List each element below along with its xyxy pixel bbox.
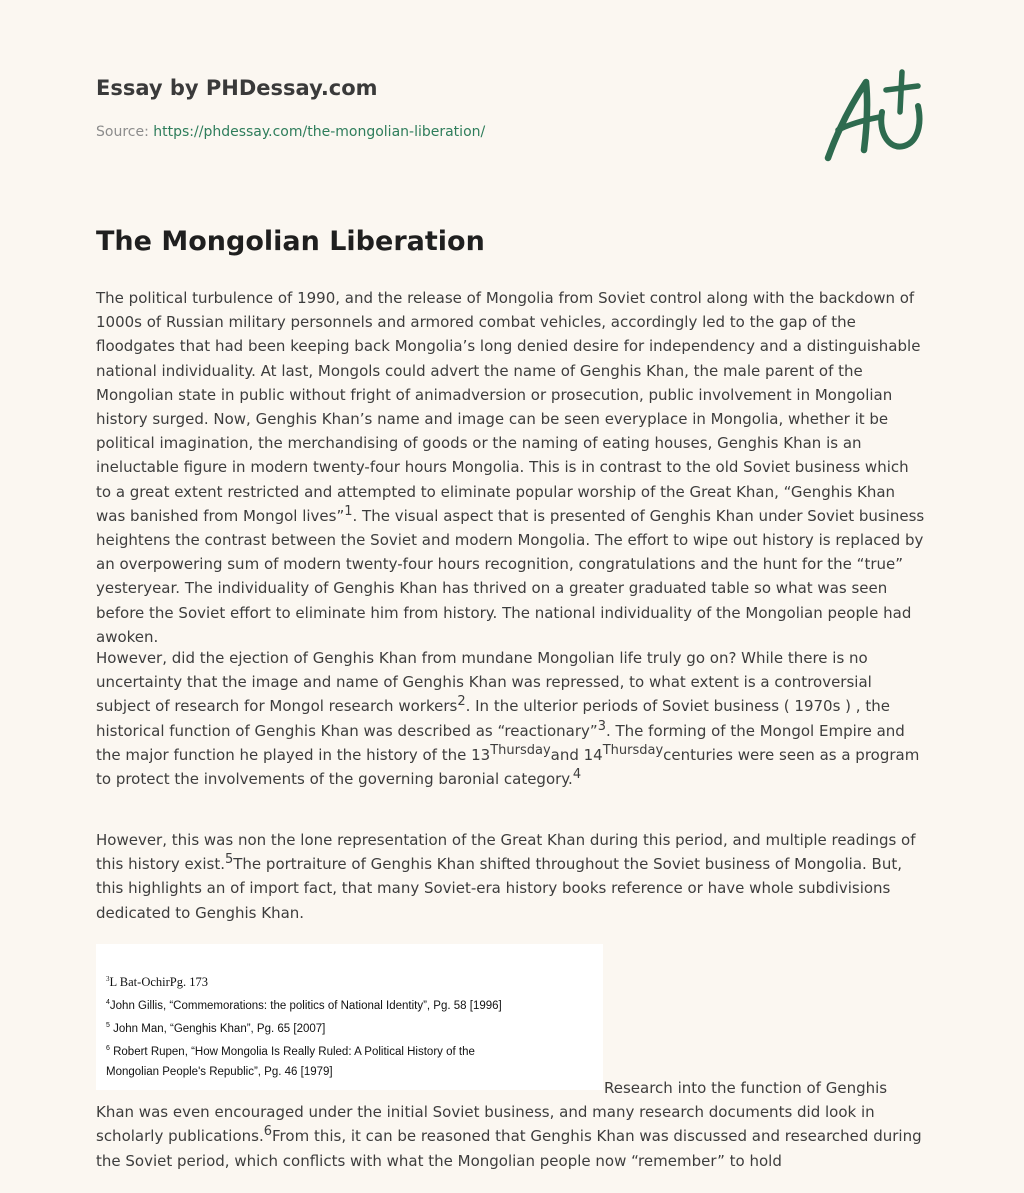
- paragraph-text: However, this was non the lone representation of the Great Khan during this period, and multiple readings of this history exist.: [96, 831, 916, 874]
- essay-paragraph-4: [96, 1076, 928, 1173]
- essay-title: The Mongolian Liberation: [96, 226, 485, 257]
- paragraph-text: The political turbulence of 1990, and the release of Mongolia from Soviet control along with the backdown of 1000s of Russian military personnels and armored combat vehicles, accordingly led to the gap of the floodgates that had been keeping back Mongolia’s long denied desire for independency and a distinguishable national individuality. At last, Mongols could advert the name of Genghis Khan, the male parent of the Mongolian state in public without fright of animadversion or prosecution, public involvement in Mongolian history surged. Now, Genghis Khan’s name and image can be seen everyplace in Mongolia, whether it be political imagination, the merchandising of goods or the naming of eating houses, Genghis Khan is an ineluctable figure in modern twenty-four hours Mongolia. This is in contrast to the old Soviet business which to a great extent restricted and attempted to eliminate popular worship of the Great Khan, “Genghis Khan was banished from Mongol lives”: [96, 289, 921, 525]
- paragraph-text: . The visual aspect that is presented of Genghis Khan under Soviet business heightens the contrast between the Soviet and modern Mongolia. The effort to wipe out history is replaced by an overpowering sum of modern twenty-four hours recognition, congratulations and the hunt for the “true” yesteryear. The individuality of Genghis Khan has thrived on a greater graduated table so what was seen before the Soviet effort to eliminate him from history. The national individuality of the Mongolian people had awoken.: [96, 506, 925, 646]
- footnote-text: Mongolian People's Republic”, Pg. 46 [1979]: [106, 1065, 333, 1078]
- footnote-marker: Thursday: [602, 742, 664, 758]
- footnote-marker: 3: [597, 718, 606, 734]
- essay-paragraph-3: [96, 828, 928, 925]
- essay-paragraph-2: [96, 646, 928, 791]
- essay-paragraph-1: [96, 286, 928, 649]
- footnote-item: [106, 970, 502, 993]
- footnote-text: Robert Rupen, “How Mongolia Is Really Ruled: A Political History of the: [109, 1046, 475, 1059]
- footnote-text: L Bat-OchirPg. 173: [109, 975, 208, 990]
- footnote-number: 3: [106, 975, 110, 983]
- footnote-marker: Thursday: [490, 742, 551, 758]
- footnote-text: John Gillis, “Commemorations: the politics of National Identity”, Pg. 58 [1996]: [109, 999, 502, 1012]
- paragraph-text: From this, it can be reasoned that Genghis Khan was discussed and researched during the Soviet period, which conflicts with what the Mongolian people now “remember” to hold: [96, 1127, 922, 1170]
- footnote-marker: 4: [572, 767, 582, 783]
- paragraph-text: centuries were seen as a program to protect the involvements of the governing baronial category.: [96, 745, 920, 789]
- footnote-number: 6: [106, 1045, 110, 1053]
- source-label: Source:: [96, 124, 149, 140]
- footnote-marker: 2: [457, 694, 466, 710]
- source-line: [96, 124, 485, 140]
- footnote-marker: 1: [344, 503, 353, 519]
- footnote-text: John Man, “Genghis Khan”, Pg. 65 [2007]: [109, 1022, 326, 1035]
- footnote-number: 5: [106, 1021, 110, 1029]
- footnote-item: [106, 1016, 502, 1039]
- a-plus-logo: [820, 68, 928, 164]
- footnotes-box: [96, 944, 603, 1090]
- footnote-item: [106, 993, 502, 1016]
- paragraph-text: The portraiture of Genghis Khan shifted throughout the Soviet business of Mongolia. But, this highlights an of import fact, that many Soviet-era history books reference or have whole subdivisions dedicated to Genghis Khan.: [96, 855, 902, 922]
- footnotes-list: [106, 970, 502, 1082]
- paragraph-text: . The forming of the Mongol Empire and the major function he played in the history of the 13: [96, 721, 905, 764]
- paragraph-text: Research into the function of Genghis Khan was even encouraged under the initial Soviet business, and many research documents did look in scholarly publications.: [96, 1079, 888, 1146]
- paragraph-text: . In the ulterior periods of Soviet business ( 1970s ) , the historical function of Genghis Khan was described as “reactionary”: [96, 697, 890, 740]
- source-link[interactable]: https://phdessay.com/the-mongolian-liberation/: [153, 124, 486, 140]
- site-title: Essay by PHDessay.com: [96, 76, 378, 100]
- footnote-number: 4: [106, 998, 110, 1006]
- footnote-marker: 6: [263, 1124, 273, 1140]
- paragraph-text: and 14: [550, 745, 603, 764]
- footnote-item: [106, 1039, 502, 1062]
- paragraph-text: However, did the ejection of Genghis Khan from mundane Mongolian life truly go on? While there is no uncertainty that the image and name of Genghis Khan was repressed, to what extent is a controversial subject of research for Mongol research workers: [96, 649, 872, 716]
- footnote-marker: 5: [224, 852, 234, 868]
